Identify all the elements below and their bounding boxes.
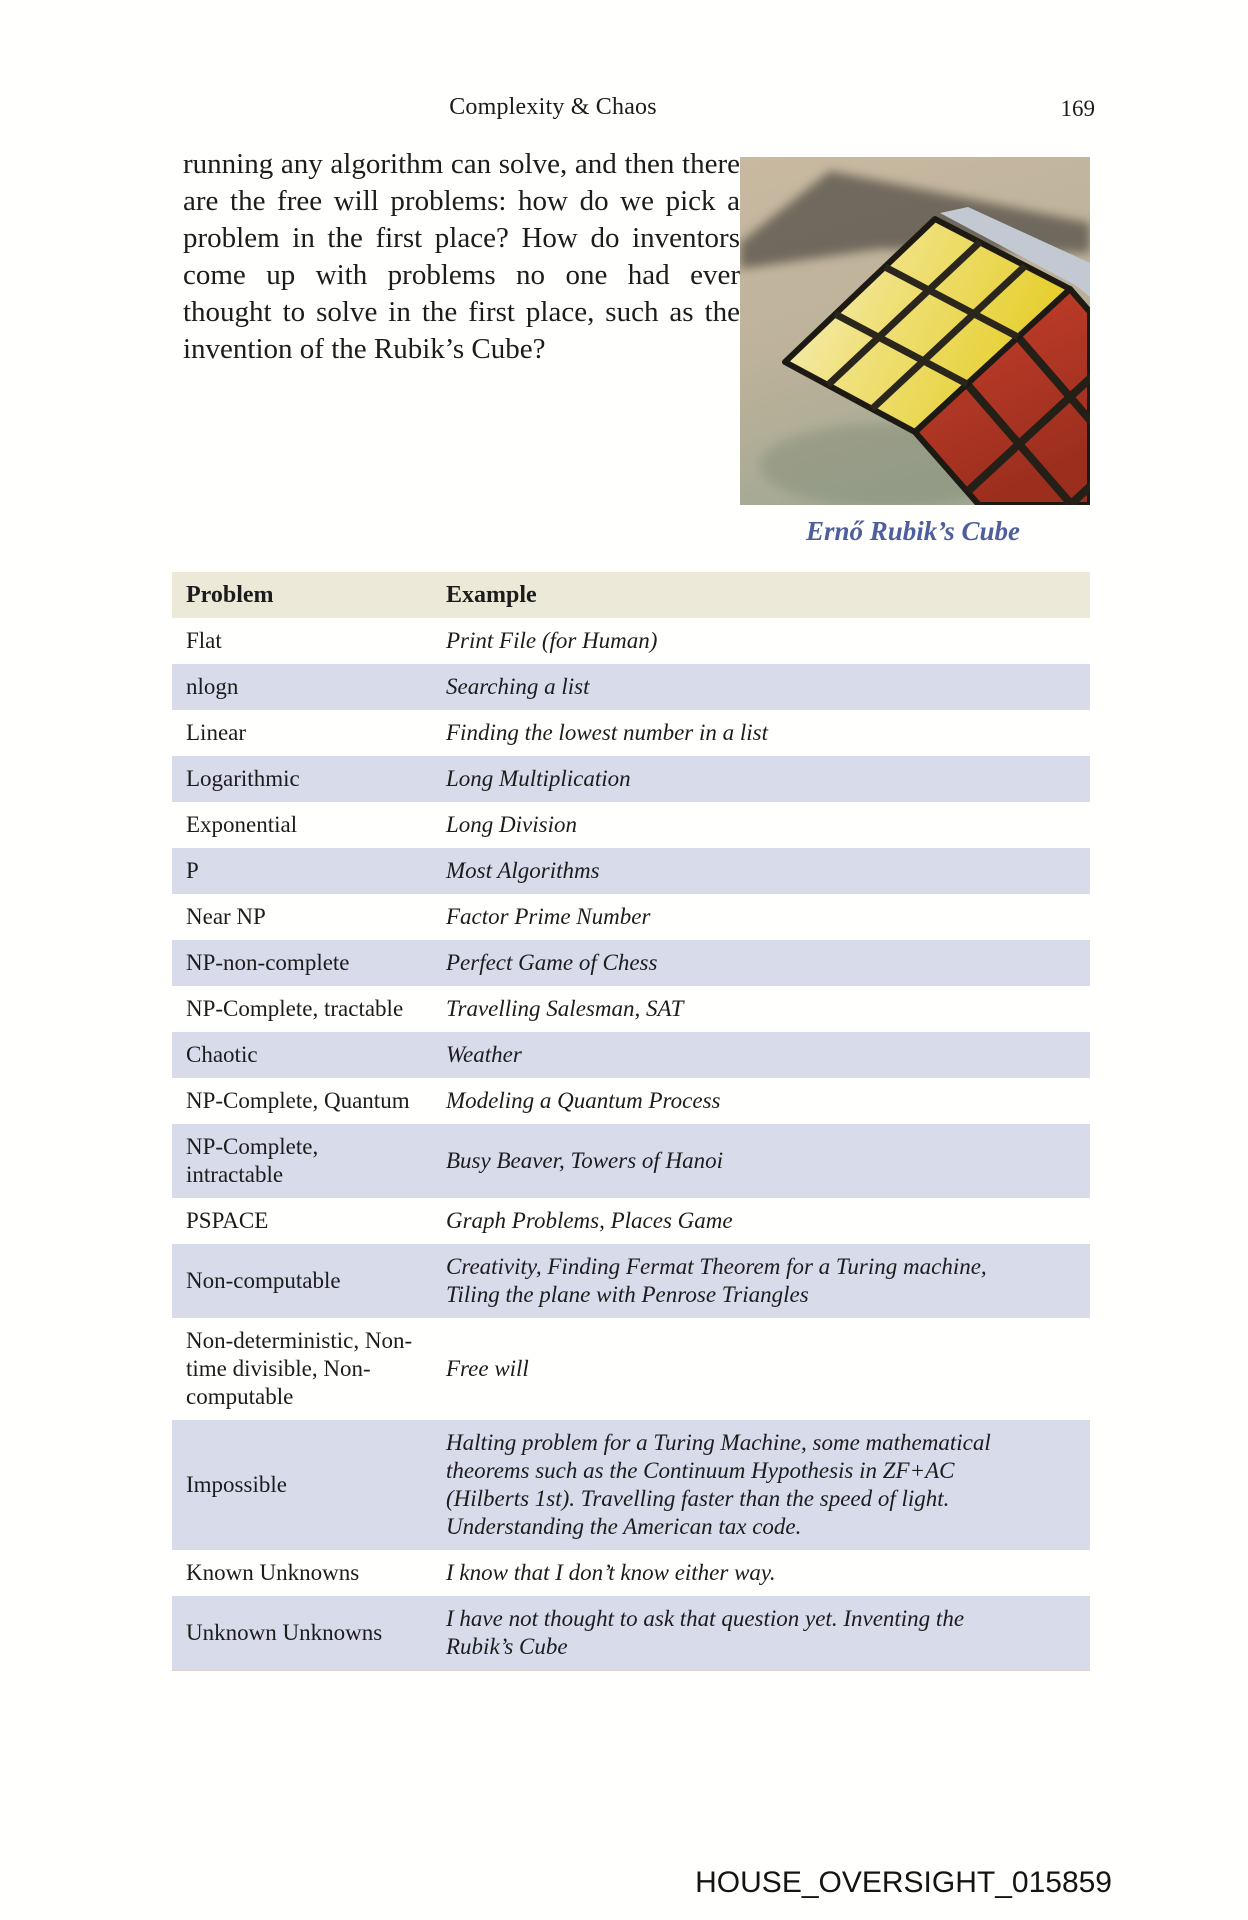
problem-cell: Chaotic [186, 1042, 258, 1067]
table-row [172, 894, 1090, 940]
table-row [172, 1124, 1090, 1198]
example-cell: Long Division [446, 812, 577, 837]
example-cell: I know that I don’t know either way. [446, 1560, 776, 1585]
example-cell: Most Algorithms [446, 858, 600, 883]
table-header-row [172, 572, 1090, 618]
example-cell: Factor Prime Number [446, 904, 651, 929]
example-cell: Graph Problems, Places Game [446, 1208, 733, 1233]
example-cell: Searching a list [446, 674, 590, 699]
problem-cell: Unknown Unknowns [186, 1620, 383, 1645]
table-row [172, 1596, 1090, 1671]
problem-cell: Impossible [186, 1472, 287, 1497]
problem-cell: Linear [186, 720, 247, 745]
body-paragraph: running any algorithm can solve, and then there are the free will problems: how do we pick a problem in the first place? How do inventors come up with problems no one had ever thought to solve in the first place, such as the invention of the Rubik’s Cube? [183, 148, 740, 365]
rubiks-cube-illustration [740, 157, 1090, 505]
table-row [172, 848, 1090, 894]
problem-cell: NP-Complete, Quantum [186, 1088, 410, 1113]
example-cell: Modeling a Quantum Process [446, 1088, 721, 1113]
example-cell: Print File (for Human) [446, 628, 658, 653]
example-cell: Travelling Salesman, SAT [446, 996, 684, 1021]
table-row [172, 940, 1090, 986]
example-cell: Weather [446, 1042, 522, 1067]
problem-cell: Exponential [186, 812, 298, 837]
example-cell: Busy Beaver, Towers of Hanoi [446, 1148, 724, 1173]
table-row [172, 664, 1090, 710]
rubiks-cube-photo [740, 157, 1090, 505]
problem-cell: NP-Complete, intractable [186, 1134, 319, 1187]
running-header: Complexity & Chaos [449, 94, 657, 120]
problem-cell: PSPACE [186, 1208, 269, 1233]
column-header-example: Example [432, 572, 1090, 618]
page-number: 169 [1060, 96, 1095, 121]
column-header-problem: Problem [172, 572, 432, 618]
example-cell: Perfect Game of Chess [446, 950, 658, 975]
table-row [172, 756, 1090, 802]
example-cell: Finding the lowest number in a list [446, 720, 768, 745]
example-cell: I have not thought to ask that question yet. Inventing the Rubik’s Cube [446, 1606, 965, 1659]
problem-cell: nlogn [186, 674, 239, 699]
problem-cell: NP-Complete, tractable [186, 996, 404, 1021]
problem-cell: Known Unknowns [186, 1560, 360, 1585]
figure-caption: Ernő Rubik’s Cube [805, 516, 1020, 546]
table-row [172, 986, 1090, 1032]
table-row [172, 1244, 1090, 1318]
problem-cell: Flat [186, 628, 222, 653]
problem-cell: Non-computable [186, 1268, 341, 1293]
table-row [172, 1318, 1090, 1420]
example-cell: Free will [446, 1356, 529, 1381]
table-row [172, 1198, 1090, 1244]
problem-cell: Near NP [186, 904, 266, 929]
table-row [172, 1420, 1090, 1550]
example-cell: Halting problem for a Turing Machine, some mathematical theorems such as the Continuum Hypothesis in ZF+AC (Hilberts 1st). Travelling faster than the speed of light. Understanding the American tax code. [446, 1430, 991, 1539]
problem-cell: NP-non-complete [186, 950, 350, 975]
table-row [172, 618, 1090, 664]
bates-stamp: HOUSE_OVERSIGHT_015859 [695, 1866, 1112, 1899]
problems-table [172, 572, 1090, 1671]
table-row [172, 710, 1090, 756]
table-row [172, 1550, 1090, 1596]
problem-cell: Logarithmic [186, 766, 300, 791]
table-row [172, 1078, 1090, 1124]
problem-cell: Non-deterministic, Non-time divisible, Non-computable [186, 1328, 413, 1409]
table-row [172, 1032, 1090, 1078]
example-cell: Creativity, Finding Fermat Theorem for a Turing machine, Tiling the plane with Penrose Triangles [446, 1254, 987, 1307]
problem-cell: P [186, 858, 199, 883]
table-row [172, 802, 1090, 848]
example-cell: Long Multiplication [446, 766, 631, 791]
